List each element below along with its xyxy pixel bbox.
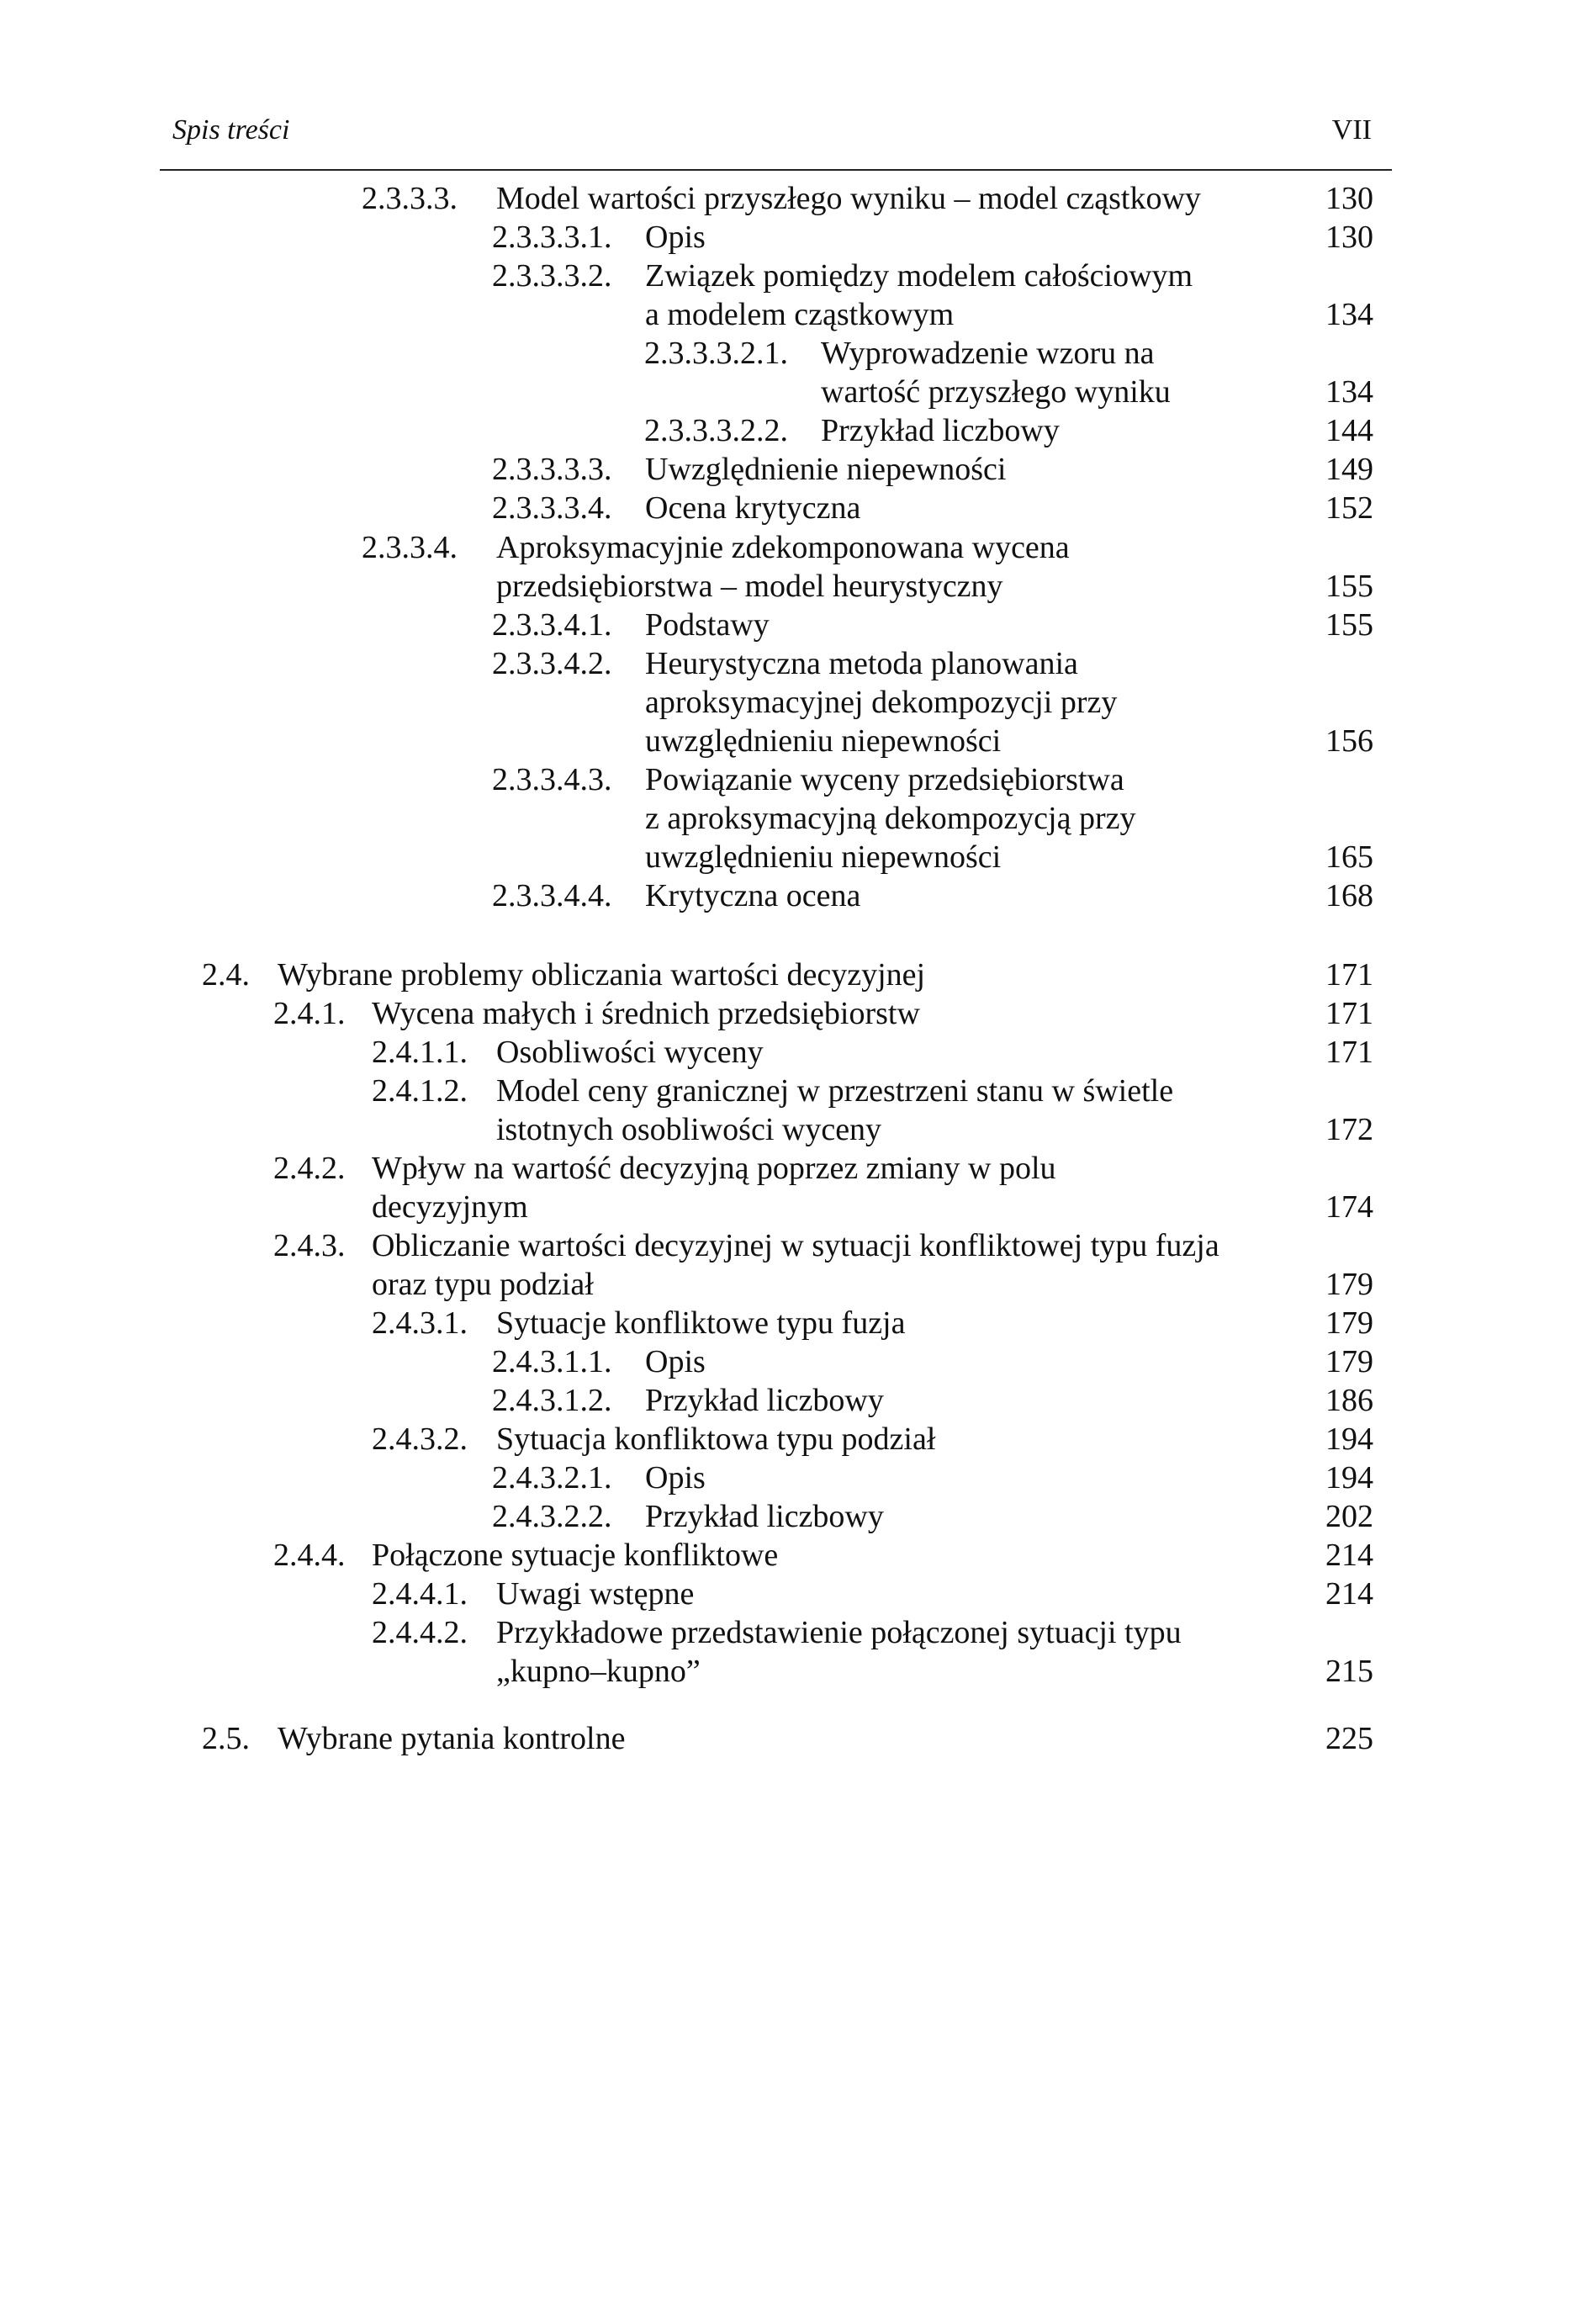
toc-entry-number: 2.3.3.4.1.	[492, 607, 612, 643]
toc-entry-number: 2.4.3.1.2.	[492, 1383, 612, 1418]
toc-entry-page: 202	[1325, 1499, 1373, 1534]
toc-entry	[0, 1072, 1587, 1149]
toc-entry-title-line: Przykład liczbowy	[645, 1383, 884, 1418]
toc-entry	[0, 1575, 1587, 1613]
toc-entry-page: 215	[1325, 1654, 1373, 1689]
toc-entry-page: 134	[1325, 374, 1373, 410]
toc-entry-title-line: Opis	[645, 220, 706, 255]
toc-entry-title-line: wartość przyszłego wyniku	[821, 374, 1171, 410]
toc-entry	[0, 1420, 1587, 1458]
toc-entry	[0, 1497, 1587, 1536]
toc-entry-title-line: Opis	[645, 1460, 706, 1496]
toc-entry-title-line: Ocena krytyczna	[645, 490, 861, 526]
toc-entry-page: 165	[1325, 839, 1373, 875]
toc-entry	[0, 450, 1587, 489]
toc-entry	[0, 411, 1587, 450]
toc-entry-number: 2.4.3.1.1.	[492, 1344, 612, 1379]
toc-entry-page: 171	[1325, 957, 1373, 993]
toc-entry-title-line: z aproksymacyjną dekompozycją przy	[645, 801, 1136, 836]
toc-entry-number: 2.4.4.2.	[372, 1615, 468, 1650]
toc-entry-number: 2.4.3.2.1.	[492, 1460, 612, 1496]
toc-entry	[0, 644, 1587, 760]
toc-entry-title-line: Krytyczna ocena	[645, 878, 861, 913]
toc-entry-number: 2.4.3.1.	[372, 1305, 468, 1341]
toc-entry-page: 174	[1325, 1189, 1373, 1225]
toc-entry-title-line: Obliczanie wartości decyzyjnej w sytuacji konfliktowej typu fuzja	[372, 1228, 1219, 1263]
toc-entry-page: 225	[1325, 1721, 1373, 1756]
toc-entry	[0, 489, 1587, 527]
toc-entry-number: 2.4.3.	[273, 1228, 346, 1263]
toc-entry-number: 2.3.3.3.	[362, 181, 458, 216]
toc-entry-title-line: Wybrane problemy obliczania wartości decyzyjnej	[278, 957, 926, 993]
toc-entry-page: 134	[1325, 297, 1373, 332]
toc-entry	[0, 1226, 1587, 1304]
toc-entry-number: 2.3.3.4.2.	[492, 646, 612, 681]
toc-entry-number: 2.4.4.	[273, 1538, 346, 1573]
toc-entry-title-line: oraz typu podział	[372, 1267, 594, 1302]
toc-entry	[0, 1536, 1587, 1575]
toc-entry	[0, 528, 1587, 606]
toc-entry-title-line: Opis	[645, 1344, 706, 1379]
toc-entry-number: 2.4.1.2.	[372, 1073, 468, 1109]
toc-entry-page: 194	[1325, 1421, 1373, 1457]
toc-entry-page: 155	[1325, 569, 1373, 604]
toc-entry-title-line: Połączone sytuacje konfliktowe	[372, 1538, 779, 1573]
toc-entry	[0, 876, 1587, 915]
toc-entry-number: 2.4.4.1.	[372, 1576, 468, 1612]
toc-entry-title-line: Sytuacje konfliktowe typu fuzja	[496, 1305, 906, 1341]
toc-entry-title-line: uwzględnieniu niepewności	[645, 723, 1002, 759]
toc-entry-title-line: Heurystyczna metoda planowania	[645, 646, 1078, 681]
header-rule	[160, 169, 1392, 171]
toc-entry-title-line: „kupno–kupno”	[496, 1654, 701, 1689]
toc-entry-title-line: Model wartości przyszłego wyniku – model cząstkowy	[496, 181, 1201, 216]
running-header	[160, 114, 1392, 156]
toc-entry-title-line: Wybrane pytania kontrolne	[278, 1721, 626, 1756]
toc-entry-title-line: Podstawy	[645, 607, 770, 643]
toc-entry	[0, 1033, 1587, 1072]
toc-entry-number: 2.4.1.1.	[372, 1035, 468, 1070]
toc-entry	[0, 257, 1587, 334]
toc-entry-title-line: Wyprowadzenie wzoru na	[821, 336, 1155, 371]
toc-entry-number: 2.4.1.	[273, 996, 346, 1031]
toc-entry	[0, 1458, 1587, 1497]
toc-entry-title-line: Wpływ na wartość decyzyjną poprzez zmiany w polu	[372, 1151, 1056, 1186]
toc-entry-page: 214	[1325, 1576, 1373, 1612]
toc-entry-page: 179	[1325, 1305, 1373, 1341]
toc-entry-number: 2.3.3.4.3.	[492, 762, 612, 797]
toc-entry-number: 2.4.3.2.2.	[492, 1499, 612, 1534]
toc-entry-title-line: Uwagi wstępne	[496, 1576, 695, 1612]
toc-entry-page: 144	[1325, 413, 1373, 448]
toc-entry-page: 179	[1325, 1344, 1373, 1379]
toc-entry-title-line: a modelem cząstkowym	[645, 297, 955, 332]
toc-entry-number: 2.3.3.4.	[362, 530, 458, 565]
toc-entry-page: 130	[1325, 220, 1373, 255]
toc-entry-title-line: Model ceny granicznej w przestrzeni stanu w świetle	[496, 1073, 1174, 1109]
toc-entry-title-line: Wycena małych i średnich przedsiębiorstw	[372, 996, 920, 1031]
toc-entry-title-line: uwzględnieniu niepewności	[645, 839, 1002, 875]
toc-entry-title-line: Związek pomiędzy modelem całościowym	[645, 258, 1193, 294]
toc-entry-title-line: Powiązanie wyceny przedsiębiorstwa	[645, 762, 1124, 797]
toc-entry	[0, 179, 1587, 218]
toc-entry-page: 172	[1325, 1112, 1373, 1147]
toc-entry-number: 2.3.3.3.1.	[492, 220, 612, 255]
toc-entry-page: 214	[1325, 1538, 1373, 1573]
toc-entry-title-line: Osobliwości wyceny	[496, 1035, 764, 1070]
toc-entry-number: 2.3.3.3.2.2.	[644, 413, 788, 448]
toc-entry-title-line: istotnych osobliwości wyceny	[496, 1112, 882, 1147]
toc-entry-page: 152	[1325, 490, 1373, 526]
toc-entry	[0, 218, 1587, 257]
toc-entry-title-line: aproksymacyjnej dekompozycji przy	[645, 685, 1118, 720]
toc-entry-title-line: Przykład liczbowy	[821, 413, 1060, 448]
toc-entry-page: 194	[1325, 1460, 1373, 1496]
toc-entry-number: 2.4.2.	[273, 1151, 346, 1186]
toc-entry	[0, 1342, 1587, 1381]
toc-entry	[0, 1719, 1587, 1758]
toc-entry-title-line: przedsiębiorstwa – model heurystyczny	[496, 569, 1003, 604]
toc-entry-title-line: Aproksymacyjnie zdekomponowana wycena	[496, 530, 1070, 565]
toc-entry	[0, 1613, 1587, 1691]
toc-entry-page: 186	[1325, 1383, 1373, 1418]
toc-entry-title-line: Uwzględnienie niepewności	[645, 452, 1007, 487]
toc-entry-title-line: Przykład liczbowy	[645, 1499, 884, 1534]
toc-entry	[0, 606, 1587, 644]
toc-entry-number: 2.5.	[202, 1721, 250, 1756]
toc-entry	[0, 1304, 1587, 1342]
header-page-number: VII	[1331, 114, 1372, 146]
toc-entry-page: 179	[1325, 1267, 1373, 1302]
toc-entry-page: 130	[1325, 181, 1373, 216]
toc-entry-number: 2.3.3.3.4.	[492, 490, 612, 526]
toc-entry	[0, 1149, 1587, 1226]
toc-entry-title-line: Przykładowe przedstawienie połączonej sytuacji typu	[496, 1615, 1182, 1650]
toc-entry-title-line: decyzyjnym	[372, 1189, 528, 1225]
toc-entry	[0, 1381, 1587, 1420]
toc-entry-number: 2.4.3.2.	[372, 1421, 468, 1457]
toc-entry	[0, 334, 1587, 411]
toc-entry-number: 2.4.	[202, 957, 250, 993]
toc-entry-page: 149	[1325, 452, 1373, 487]
toc-entry-page: 171	[1325, 1035, 1373, 1070]
toc-entry-number: 2.3.3.3.2.	[492, 258, 612, 294]
toc-entry-page: 156	[1325, 723, 1373, 759]
toc-entry-page: 168	[1325, 878, 1373, 913]
toc-entry-page: 171	[1325, 996, 1373, 1031]
toc-entry-number: 2.3.3.3.2.1.	[644, 336, 788, 371]
toc-entry-number: 2.3.3.3.3.	[492, 452, 612, 487]
toc-entry	[0, 956, 1587, 994]
header-title: Spis treści	[172, 114, 290, 146]
toc-entry-number: 2.3.3.4.4.	[492, 878, 612, 913]
toc-entry-title-line: Sytuacja konfliktowa typu podział	[496, 1421, 936, 1457]
toc-entry-page: 155	[1325, 607, 1373, 643]
toc-entry	[0, 994, 1587, 1033]
toc-entry	[0, 760, 1587, 876]
